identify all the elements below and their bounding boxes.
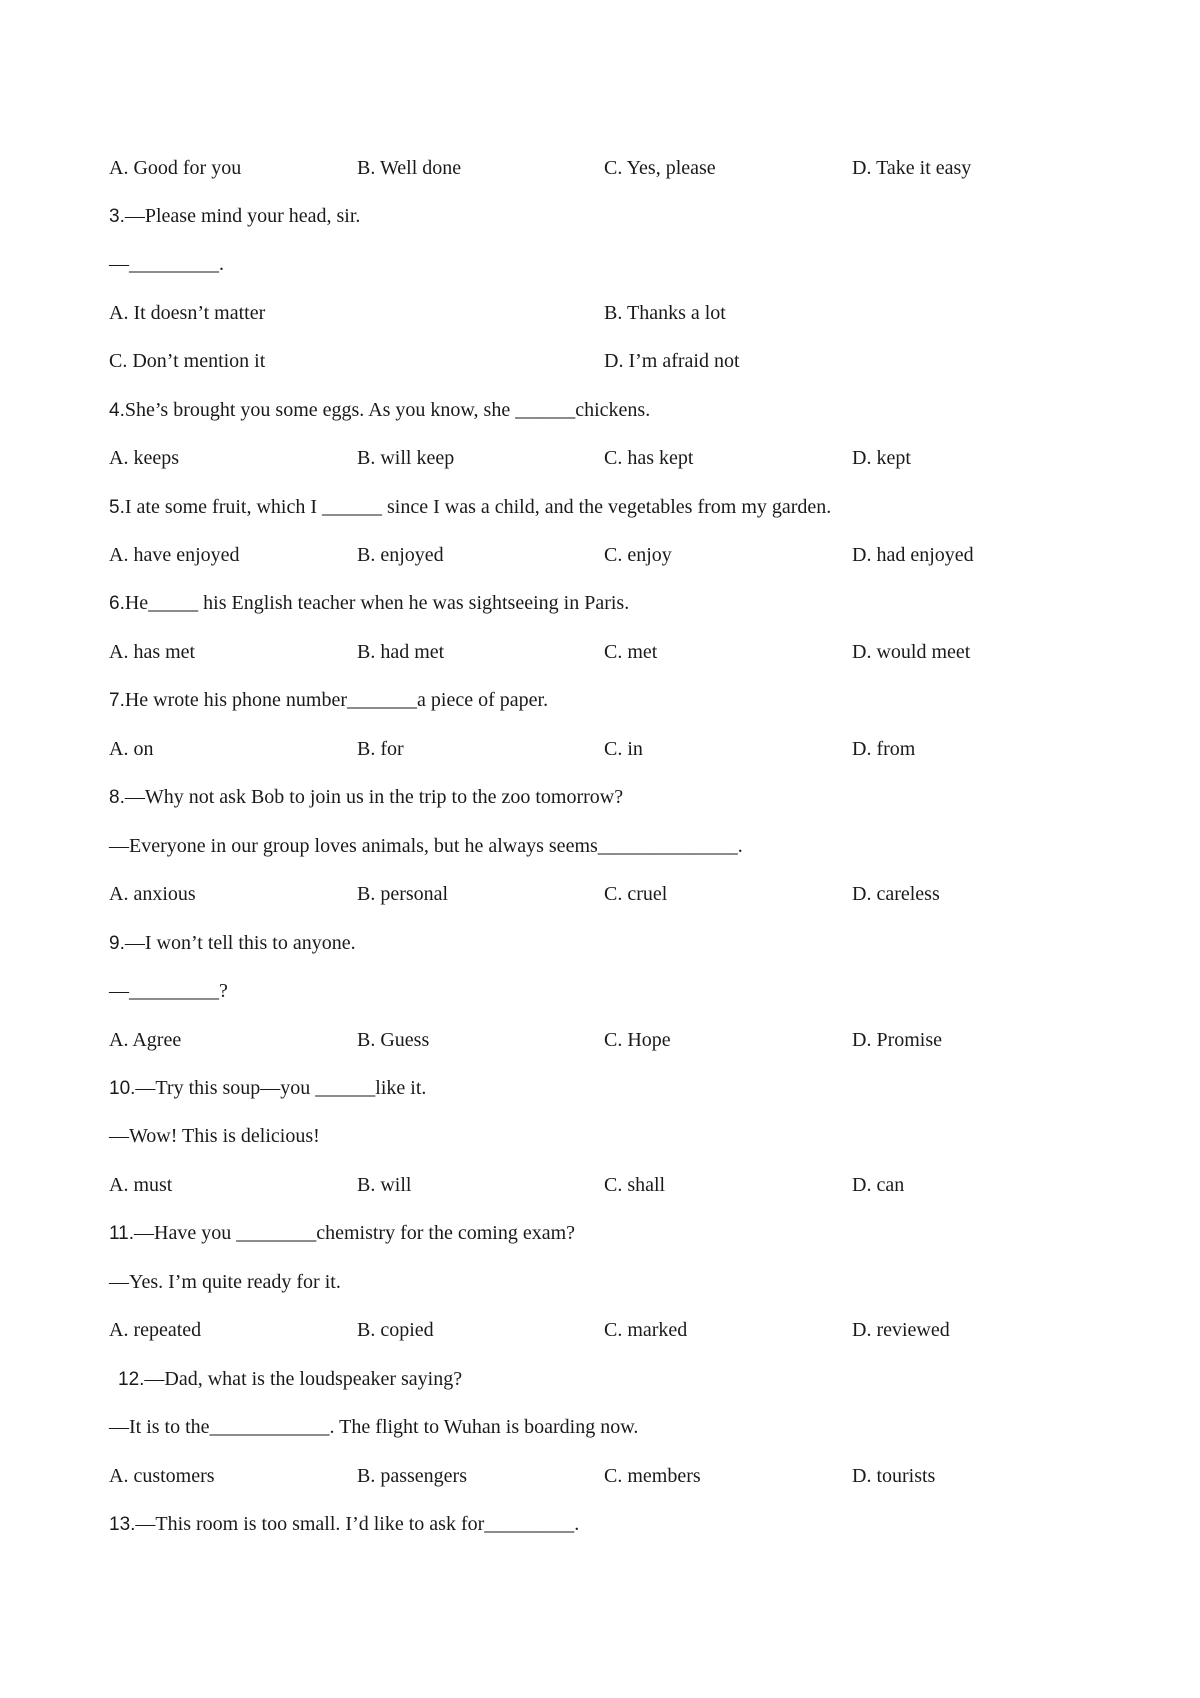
option-c: C. marked: [604, 1319, 688, 1341]
option-a: A. on: [109, 738, 154, 760]
option-d: D. careless: [852, 883, 940, 905]
question-number: 10.: [109, 1078, 136, 1099]
question-text: —Please mind your head, sir.: [124, 205, 361, 227]
option-d: D. reviewed: [852, 1319, 950, 1341]
option-b: B. will keep: [357, 447, 455, 469]
question-text: —I won’t tell this to anyone.: [124, 932, 356, 954]
question-text: He wrote his phone number_______a piece of paper.: [124, 689, 549, 711]
option-a: A. repeated: [109, 1319, 202, 1341]
reply-line: —Everyone in our group loves animals, but he always seems______________.: [109, 835, 743, 857]
question-stem: [109, 203, 360, 230]
option-c: C. shall: [604, 1174, 666, 1196]
question-text: —This room is too small. I’d like to ask for_________.: [135, 1513, 580, 1535]
option-d: D. tourists: [852, 1465, 936, 1487]
option-d: D. from: [852, 738, 916, 760]
question-number: 5.: [109, 497, 125, 518]
option-b: B. had met: [357, 641, 445, 663]
option-d: D. Take it easy: [852, 157, 972, 179]
question-text: —Dad, what is the loudspeaker saying?: [144, 1368, 463, 1390]
option-c: C. in: [604, 738, 643, 760]
question-stem: [109, 784, 623, 811]
question-number: 13.: [109, 1514, 136, 1535]
option-a: A. It doesn’t matter: [109, 302, 266, 324]
option-a: A. keeps: [109, 447, 179, 469]
reply-line: —It is to the____________. The flight to Wuhan is boarding now.: [109, 1416, 639, 1438]
option-d: D. would meet: [852, 641, 971, 663]
question-number: 11.: [109, 1223, 135, 1244]
option-a: A. must: [109, 1174, 173, 1196]
question-stem: [109, 397, 650, 424]
option-b: B. for: [357, 738, 404, 760]
question-number: 6.: [109, 593, 125, 614]
reply-line: —_________?: [109, 980, 228, 1002]
reply-line: —_________.: [109, 253, 224, 275]
question-stem: [118, 1366, 462, 1393]
question-text: —Why not ask Bob to join us in the trip to the zoo tomorrow?: [124, 786, 624, 808]
option-d: D. can: [852, 1174, 905, 1196]
question-number: 8.: [109, 787, 125, 808]
question-text: She’s brought you some eggs. As you know, she ______chickens.: [124, 399, 651, 421]
question-stem: [109, 1220, 575, 1247]
option-b: B. will: [357, 1174, 412, 1196]
option-b: B. Well done: [357, 157, 462, 179]
question-text: —Try this soup—you ______like it.: [135, 1077, 427, 1099]
question-number: 12.: [118, 1369, 145, 1390]
option-c: C. Yes, please: [604, 157, 716, 179]
option-d: D. Promise: [852, 1029, 942, 1051]
reply-line: —Wow! This is delicious!: [109, 1125, 320, 1147]
option-b: B. copied: [357, 1319, 434, 1341]
option-d: D. had enjoyed: [852, 544, 974, 566]
question-number: 9.: [109, 933, 125, 954]
option-a: A. anxious: [109, 883, 196, 905]
option-a: A. customers: [109, 1465, 215, 1487]
option-b: B. Guess: [357, 1029, 430, 1051]
option-c: C. Don’t mention it: [109, 350, 266, 372]
option-c: C. has kept: [604, 447, 694, 469]
question-text: He_____ his English teacher when he was sightseeing in Paris.: [124, 592, 630, 614]
option-a: A. have enjoyed: [109, 544, 240, 566]
option-c: C. Hope: [604, 1029, 671, 1051]
question-number: 3.: [109, 206, 125, 227]
option-a: A. Good for you: [109, 157, 242, 179]
question-number: 4.: [109, 400, 125, 421]
option-d: D. kept: [852, 447, 911, 469]
option-a: A. has met: [109, 641, 196, 663]
option-c: C. enjoy: [604, 544, 672, 566]
question-text: I ate some fruit, which I ______ since I was a child, and the vegetables from my garden.: [124, 496, 832, 518]
option-c: C. cruel: [604, 883, 668, 905]
option-b: B. Thanks a lot: [604, 302, 726, 324]
question-stem: [109, 1511, 579, 1538]
question-stem: [109, 1075, 426, 1102]
option-b: B. enjoyed: [357, 544, 444, 566]
option-c: C. members: [604, 1465, 701, 1487]
question-stem: [109, 687, 548, 714]
question-number: 7.: [109, 690, 125, 711]
question-text: —Have you ________chemistry for the coming exam?: [134, 1222, 576, 1244]
option-b: B. passengers: [357, 1465, 467, 1487]
reply-line: —Yes. I’m quite ready for it.: [109, 1271, 341, 1293]
option-c: C. met: [604, 641, 658, 663]
option-a: A. Agree: [109, 1029, 182, 1051]
question-stem: [109, 930, 356, 957]
question-stem: [109, 590, 629, 617]
question-stem: [109, 494, 831, 521]
option-b: B. personal: [357, 883, 449, 905]
option-d: D. I’m afraid not: [604, 350, 740, 372]
